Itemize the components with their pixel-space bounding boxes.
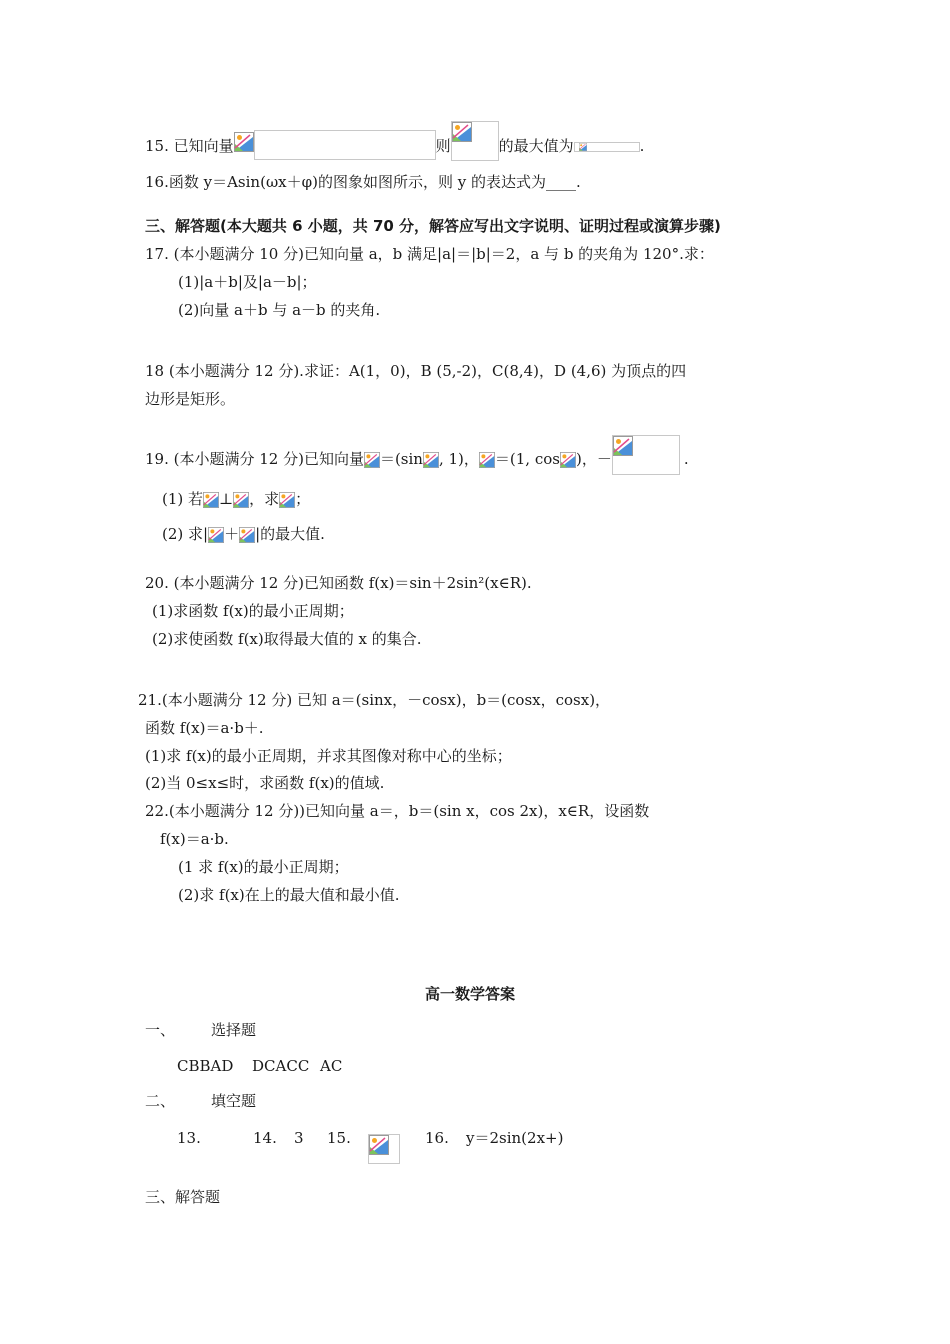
broken-image-icon — [203, 490, 219, 510]
angle-image — [560, 450, 576, 470]
broken-image-icon — [234, 132, 254, 152]
question-22-line3: (1 求 f(x)的最小正周期； — [178, 858, 349, 876]
question-21-line3: (1)求 f(x)的最小正周期，并求其图像对称中心的坐标； — [145, 747, 512, 765]
question-19: 19. (本小题满分 12 分)已知向量 ＝(sin , 1)， ＝(1, cos )，－ . — [145, 445, 689, 475]
broken-image-icon — [560, 450, 576, 470]
vector-b-image — [239, 525, 255, 545]
choice-answers-1: CBBAD — [177, 1057, 234, 1075]
fill-answer-14: 14. — [253, 1129, 277, 1147]
question-20-line3: (2)求使函数 f(x)取得最大值的 x 的集合. — [152, 630, 422, 648]
question-19-part2: (2) 求| ＋ |的最大值. — [162, 525, 325, 543]
answers-title: 高一数学答案 — [425, 985, 516, 1003]
answers-part3: 三、解答题 — [145, 1188, 221, 1206]
choice-answers-3: AC — [320, 1057, 343, 1075]
question-20-line2: (1)求函数 f(x)的最小正周期； — [152, 602, 354, 620]
question-18-line2: 边形是矩形。 — [145, 390, 236, 408]
question-22-line1: 22.(本小题满分 12 分))已知向量 a＝，b＝(sin x，cos 2x)，x∈R，设函数 — [145, 802, 650, 820]
broken-image-icon — [575, 143, 591, 151]
question-16: 16.函数 y＝Asin(ωx＋φ)的图象如图所示，则 y 的表达式为____. — [145, 173, 581, 191]
answers-part2-number: 二、 — [145, 1092, 176, 1110]
fill-answer-15-image — [368, 1134, 400, 1164]
broken-image-icon — [233, 490, 249, 510]
question-17-line2: (1)|a＋b|及|a－b|； — [178, 273, 317, 291]
question-18-line1: 18 (本小题满分 12 分).求证：A(1，0)，B (5,-2)，C(8,4)，D (4,6) 为顶点的四 — [145, 362, 687, 380]
fill-answer-16-value: y＝2sin(2x+) — [466, 1129, 564, 1147]
vector-b-image — [479, 450, 495, 470]
fill-answer-15: 15. — [327, 1129, 351, 1147]
question-17-line3: (2)向量 a＋b 与 a－b 的夹角. — [178, 301, 381, 319]
broken-image-icon — [279, 490, 295, 510]
vector-formula-image — [234, 132, 254, 152]
question-21-line4: (2)当 0≤x≤时，求函数 f(x)的值域. — [145, 774, 385, 792]
condition-formula-image — [254, 130, 436, 160]
question-22-line2: f(x)＝a·b. — [160, 830, 229, 848]
angle-image — [423, 450, 439, 470]
angle-image — [279, 490, 295, 510]
question-17-line1: 17. (本小题满分 10 分)已知向量 a，b 满足|a|＝|b|＝2，a 与 b 的夹角为 120°.求： — [145, 245, 714, 263]
fill-answer-14-value: 3 — [294, 1129, 304, 1147]
question-19-part1: (1) 若 ⊥ ，求 ； — [162, 490, 311, 508]
question-21-line2: 函数 f(x)＝a·b＋. — [145, 719, 264, 737]
max-value-formula-image — [574, 142, 640, 152]
broken-image-icon — [239, 525, 255, 545]
question-21-line1: 21.(本小题满分 12 分) 已知 a＝(sinx，－cosx)，b＝(cosx，cosx)， — [138, 691, 611, 709]
broken-image-icon — [369, 1135, 389, 1155]
question-20-line1: 20. (本小题满分 12 分)已知函数 f(x)＝sin＋2sin²(x∈R). — [145, 574, 532, 592]
broken-image-icon — [423, 450, 439, 470]
fill-answer-16: 16. — [425, 1129, 449, 1147]
question-22-line4: (2)求 f(x)在上的最大值和最小值. — [178, 886, 400, 904]
answers-part1-label: 选择题 — [211, 1021, 257, 1039]
answers-part2-label: 填空题 — [211, 1092, 257, 1110]
range-formula-image — [612, 435, 680, 475]
broken-image-icon — [479, 450, 495, 470]
question-15: 15. 已知向量 则 的最大值为 . — [145, 133, 644, 161]
broken-image-icon — [364, 450, 380, 470]
answers-part1-number: 一、 — [145, 1021, 176, 1039]
broken-image-icon — [452, 122, 472, 142]
broken-image-icon — [208, 525, 224, 545]
choice-answers-2: DCACC — [252, 1057, 310, 1075]
vector-b-image — [233, 490, 249, 510]
expression-formula-image — [451, 121, 499, 161]
vector-a-image — [364, 450, 380, 470]
fill-answer-13: 13. — [177, 1129, 201, 1147]
section-heading: 三、解答题(本大题共 6 小题，共 70 分，解答应写出文字说明、证明过程或演算步骤) — [145, 217, 721, 235]
broken-image-icon — [613, 436, 633, 456]
vector-a-image — [203, 490, 219, 510]
vector-a-image — [208, 525, 224, 545]
